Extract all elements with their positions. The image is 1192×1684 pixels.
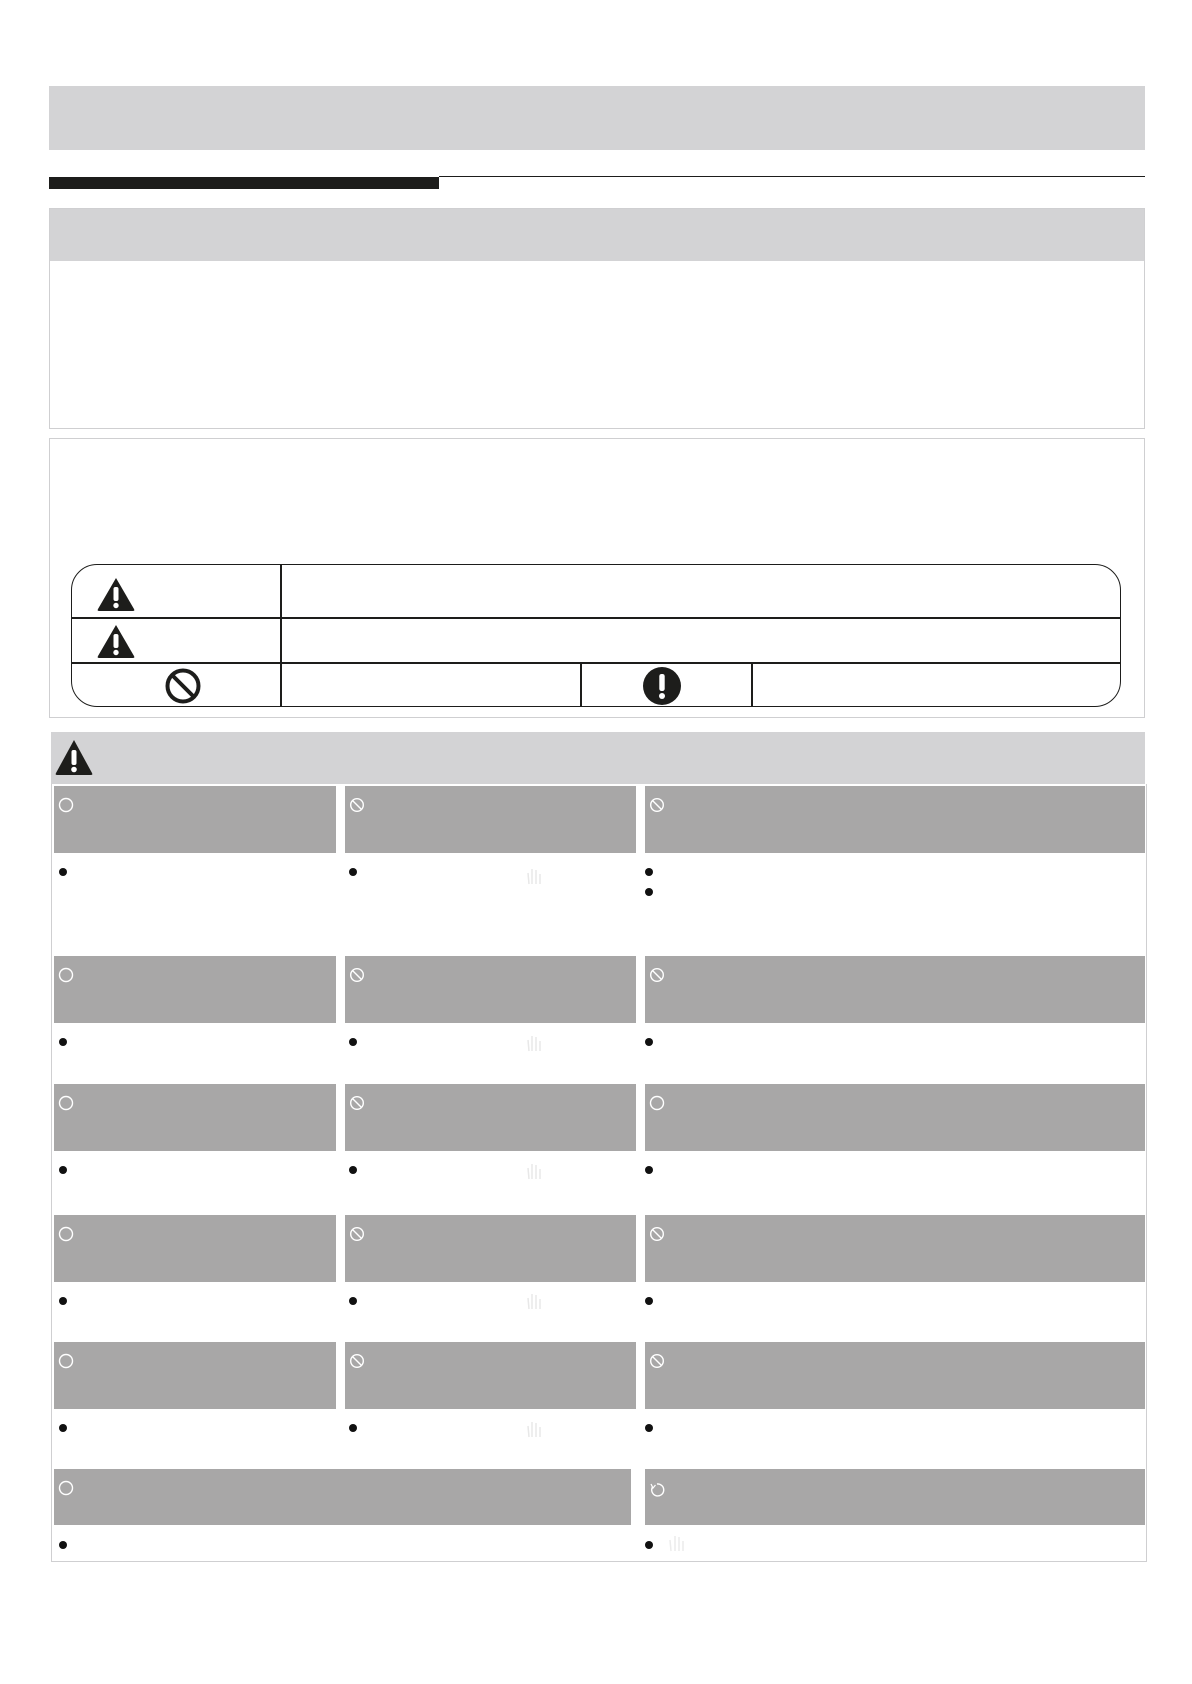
warning-item-header — [54, 1469, 631, 1525]
bullet — [645, 1038, 653, 1046]
bullet — [645, 1541, 653, 1549]
prohibited-icon — [649, 967, 665, 983]
bullet — [645, 868, 653, 876]
bullet — [349, 1424, 357, 1432]
hand-icon — [524, 864, 544, 886]
warning-item-header — [54, 1215, 336, 1282]
bullet — [59, 1038, 67, 1046]
caution-triangle-icon — [96, 623, 136, 659]
legend-divider — [751, 662, 753, 706]
bullet — [59, 1297, 67, 1305]
prohibited-icon — [164, 667, 202, 705]
bullet — [645, 1297, 653, 1305]
warning-item-header — [54, 956, 336, 1023]
legend-divider — [72, 662, 1120, 664]
bullet — [645, 888, 653, 896]
legend-divider — [580, 662, 582, 706]
hand-icon — [524, 1159, 544, 1181]
prohibited-icon — [649, 1226, 665, 1242]
legend-divider — [280, 565, 282, 706]
prohibited-icon — [349, 1353, 365, 1369]
warning-item-header — [345, 786, 636, 853]
warning-item-header — [645, 1469, 1145, 1525]
circle-icon — [58, 1480, 74, 1496]
hand-icon — [524, 1289, 544, 1311]
symbol-legend — [71, 564, 1121, 707]
circle-icon — [58, 1226, 74, 1242]
hand-icon — [666, 1531, 688, 1553]
rotate-icon — [649, 1482, 665, 1498]
circle-icon — [58, 967, 74, 983]
bullet — [645, 1424, 653, 1432]
warning-triangle-icon — [96, 576, 136, 612]
hand-icon — [524, 1031, 544, 1053]
bullet — [59, 1541, 67, 1549]
bullet — [349, 868, 357, 876]
bullet — [349, 1166, 357, 1174]
warning-triangle-icon — [54, 738, 94, 776]
warning-item-header — [645, 786, 1145, 853]
warning-item-header — [645, 1084, 1145, 1151]
intro-box-header — [50, 209, 1144, 261]
warning-item-header — [645, 1215, 1145, 1282]
warning-item-header — [345, 1215, 636, 1282]
prohibited-icon — [349, 967, 365, 983]
prohibited-icon — [649, 1353, 665, 1369]
page-header — [49, 86, 1145, 150]
prohibited-icon — [349, 1095, 365, 1111]
circle-icon — [649, 1095, 665, 1111]
hand-icon — [524, 1417, 544, 1439]
warning-item-header — [54, 786, 336, 853]
warning-grid — [51, 784, 1147, 1562]
circle-icon — [58, 797, 74, 813]
bullet — [349, 1038, 357, 1046]
section-rule-thick — [49, 177, 439, 189]
warning-item-header — [645, 956, 1145, 1023]
warning-item-header — [345, 1084, 636, 1151]
warning-item-header — [54, 1084, 336, 1151]
warning-item-header — [345, 956, 636, 1023]
bullet — [59, 1424, 67, 1432]
prohibited-icon — [349, 1226, 365, 1242]
warning-item-header — [54, 1342, 336, 1409]
bullet — [645, 1166, 653, 1174]
legend-divider — [72, 617, 1120, 619]
bullet — [349, 1297, 357, 1305]
mandatory-icon — [642, 666, 682, 706]
warning-item-header — [645, 1342, 1145, 1409]
prohibited-icon — [349, 797, 365, 813]
warning-section-header — [51, 732, 1145, 784]
circle-icon — [58, 1353, 74, 1369]
bullet — [59, 1166, 67, 1174]
circle-icon — [58, 1095, 74, 1111]
warning-item-header — [345, 1342, 636, 1409]
section-rule-thin — [439, 176, 1145, 177]
prohibited-icon — [649, 797, 665, 813]
bullet — [59, 868, 67, 876]
